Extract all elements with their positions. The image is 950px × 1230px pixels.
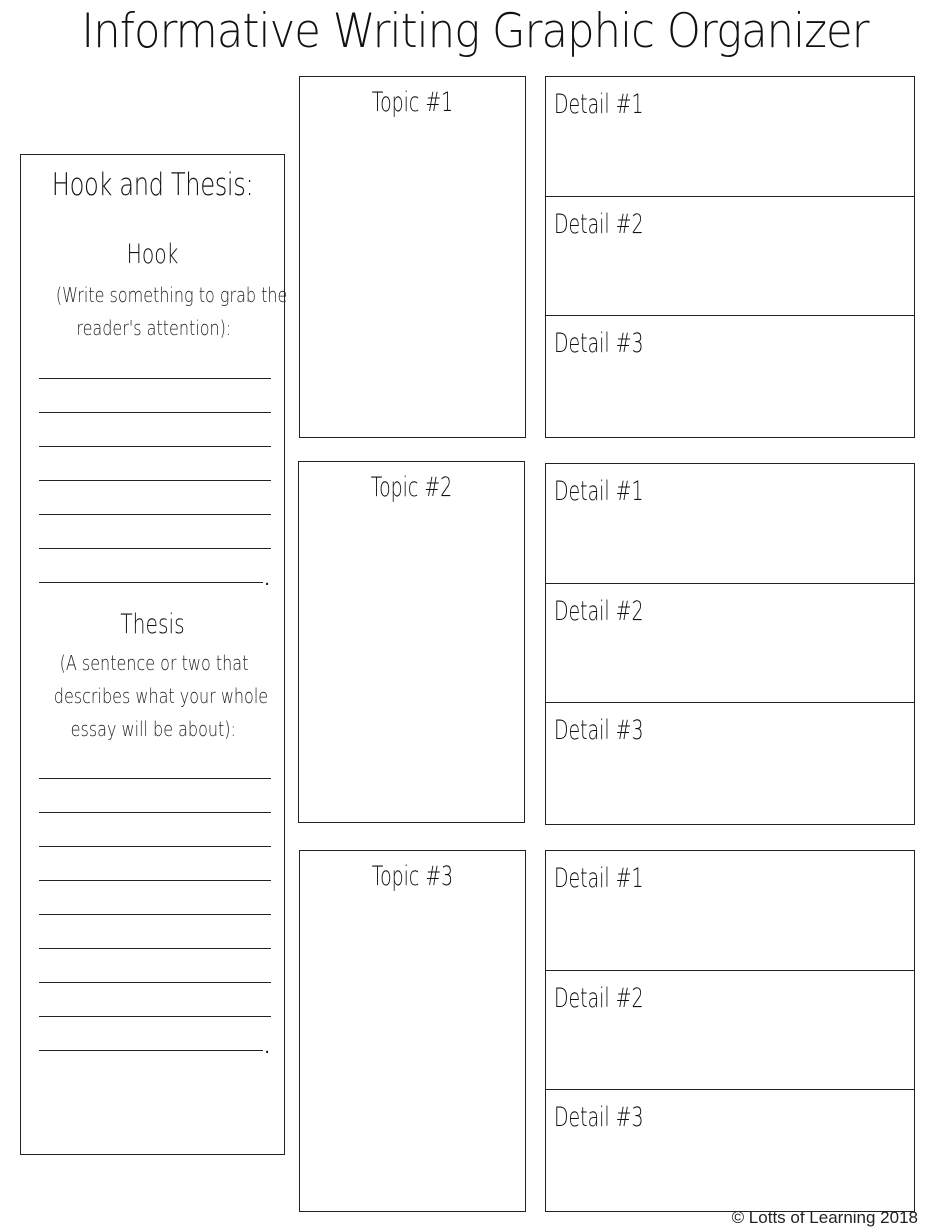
detail-label: Detail #3	[554, 1102, 644, 1133]
detail-label: Detail #1	[554, 476, 644, 507]
writing-line[interactable]	[39, 419, 271, 453]
writing-line[interactable]	[39, 1023, 271, 1057]
copyright-notice: © Lotts of Learning 2018	[731, 1208, 918, 1227]
detail-label: Detail #1	[554, 89, 644, 120]
hook-heading: Hook	[126, 239, 179, 270]
detail-label: Detail #2	[554, 983, 644, 1014]
topic-3-detail-1[interactable]	[546, 851, 914, 970]
writing-line[interactable]	[39, 521, 271, 555]
writing-line[interactable]	[39, 487, 271, 521]
detail-label: Detail #3	[554, 715, 644, 746]
hook-thesis-panel	[20, 154, 288, 1155]
topic-1-detail-3[interactable]	[546, 315, 914, 437]
writing-line[interactable]	[39, 853, 271, 887]
writing-line[interactable]	[39, 453, 271, 487]
detail-label: Detail #3	[554, 328, 644, 359]
topic-2-details	[545, 463, 915, 825]
writing-line[interactable]	[39, 751, 271, 785]
line-end-mark: .	[264, 1037, 270, 1058]
hook-thesis-heading: Hook and Thesis:	[51, 167, 254, 203]
hook-writing-lines[interactable]	[39, 351, 271, 589]
topic-2-box[interactable]	[298, 461, 525, 823]
writing-line[interactable]	[39, 351, 271, 385]
writing-line[interactable]	[39, 921, 271, 955]
topic-1-detail-2[interactable]	[546, 196, 914, 315]
thesis-heading: Thesis	[120, 609, 185, 640]
topic-2-detail-3[interactable]	[546, 702, 914, 824]
hook-description-line: reader's attention):	[76, 316, 231, 340]
topic-1-label: Topic #1	[371, 87, 454, 118]
topic-3-detail-2[interactable]	[546, 970, 914, 1089]
topic-2-detail-2[interactable]	[546, 583, 914, 702]
hook-description-line: (Write something to grab the	[55, 283, 288, 307]
writing-line[interactable]	[39, 955, 271, 989]
line-end-mark: .	[264, 569, 270, 590]
detail-label: Detail #2	[554, 596, 644, 627]
topic-3-detail-3[interactable]	[546, 1089, 914, 1211]
writing-line[interactable]	[39, 989, 271, 1023]
topic-3-details	[545, 850, 915, 1212]
hook-description	[27, 279, 288, 345]
topic-3-label: Topic #3	[371, 861, 454, 892]
topic-2-detail-1[interactable]	[546, 464, 914, 583]
detail-label: Detail #2	[554, 209, 644, 240]
writing-line[interactable]	[39, 385, 271, 419]
detail-label: Detail #1	[554, 863, 644, 894]
writing-line[interactable]	[39, 785, 271, 819]
topic-1-details	[545, 76, 915, 438]
thesis-description-line: (A sentence or two that	[59, 651, 248, 675]
topic-1-box[interactable]	[299, 76, 526, 438]
thesis-description-line: describes what your whole	[53, 684, 269, 708]
page-title: Informative Writing Graphic Organizer	[81, 4, 869, 59]
thesis-description-line: essay will be about):	[70, 717, 237, 741]
writing-line[interactable]	[39, 555, 271, 589]
writing-line[interactable]	[39, 887, 271, 921]
writing-line[interactable]	[39, 819, 271, 853]
thesis-writing-lines[interactable]	[39, 751, 271, 1057]
topic-1-detail-1[interactable]	[546, 77, 914, 196]
topic-2-label: Topic #2	[370, 472, 453, 503]
thesis-description	[27, 647, 280, 746]
topic-3-box[interactable]	[299, 850, 526, 1212]
